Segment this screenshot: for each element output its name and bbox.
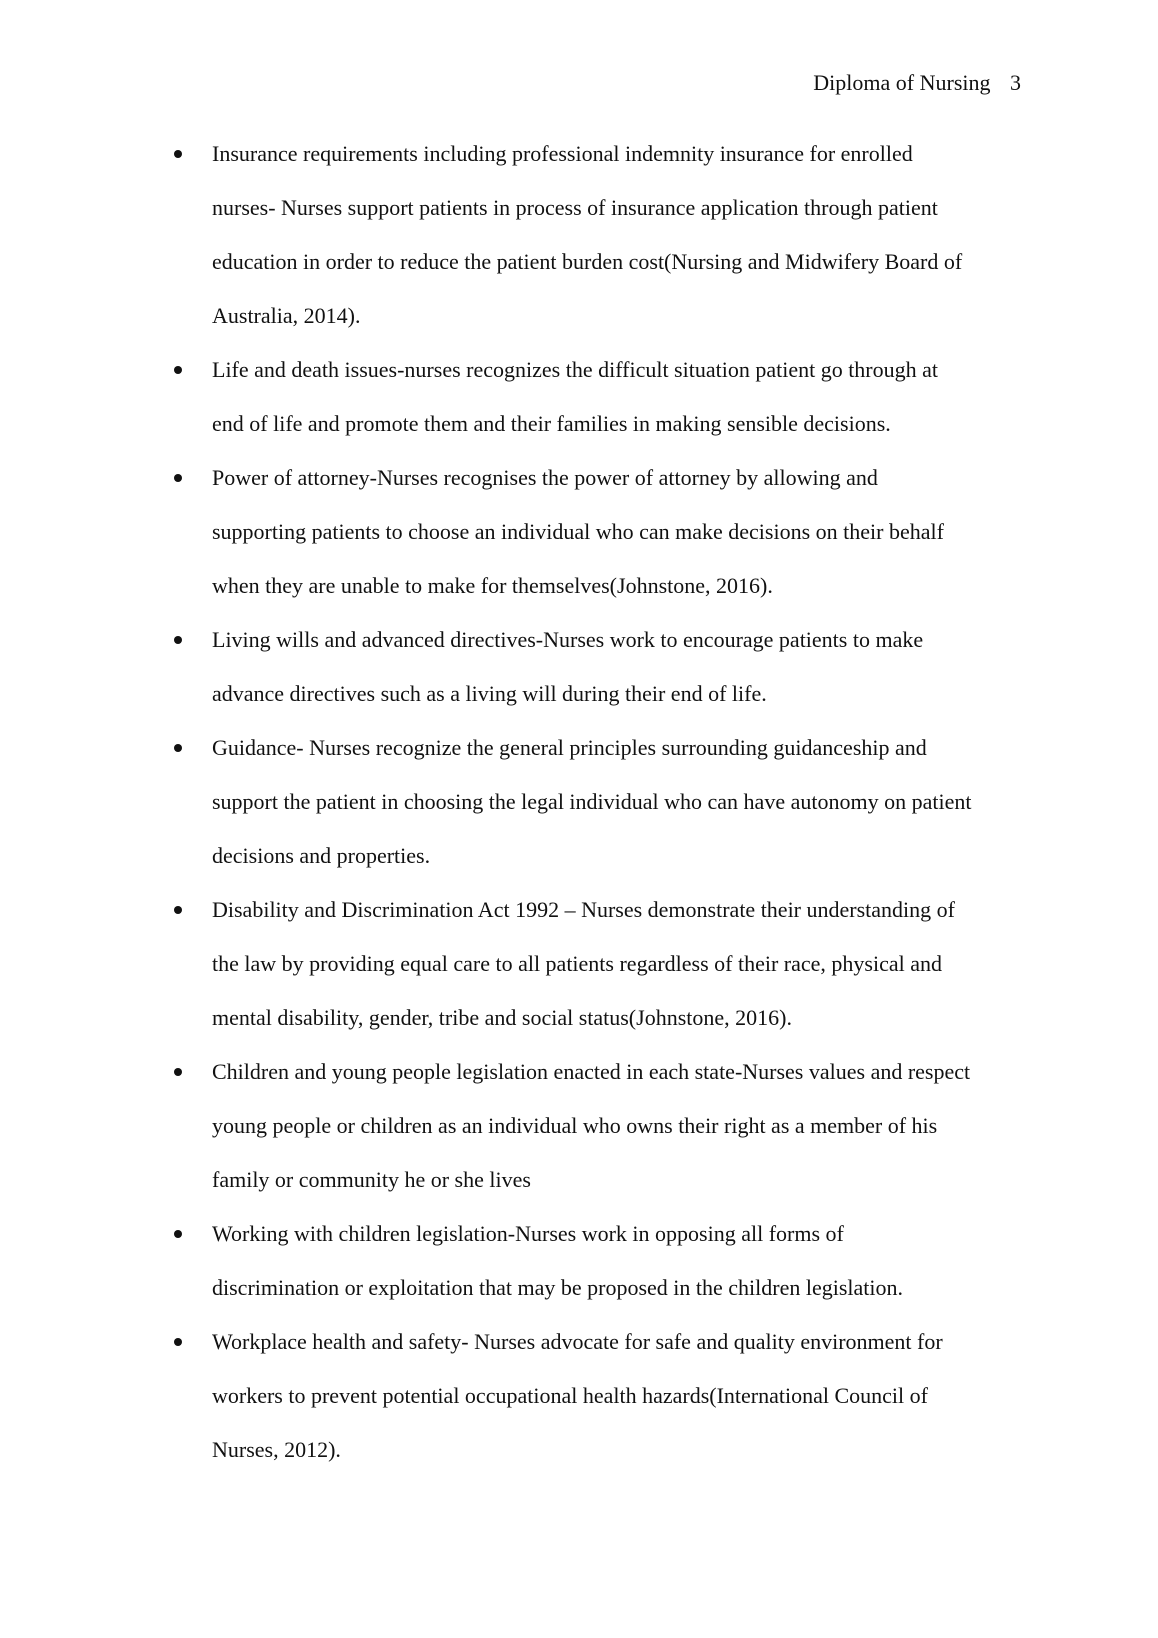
list-item-line: young people or children as an individual who owns their right as a member of his — [212, 1113, 938, 1138]
bullet-icon — [174, 366, 182, 374]
bullet-icon — [174, 744, 182, 752]
list-item-line: discrimination or exploitation that may be proposed in the children legislation. — [212, 1275, 904, 1300]
bullet-icon — [174, 906, 182, 914]
list-item-line: Power of attorney-Nurses recognises the power of attorney by allowing and — [212, 465, 878, 490]
running-head-title: Diploma of Nursing — [813, 70, 991, 95]
list-item — [168, 883, 1028, 1045]
list-item-line: family or community he or she lives — [212, 1167, 531, 1192]
list-item-line: Australia, 2014). — [212, 303, 361, 328]
bullet-icon — [174, 636, 182, 644]
bullet-icon — [174, 474, 182, 482]
list-item — [168, 1207, 1028, 1315]
list-item-line: Nurses, 2012). — [212, 1437, 341, 1462]
list-item-line: end of life and promote them and their families in making sensible decisions. — [212, 411, 891, 436]
list-item-line: Disability and Discrimination Act 1992 – Nurses demonstrate their understanding of — [212, 897, 955, 922]
list-item-line: Living wills and advanced directives-Nurses work to encourage patients to make — [212, 627, 924, 652]
bullet-icon — [174, 1230, 182, 1238]
bullet-icon — [174, 1068, 182, 1076]
list-item-line: the law by providing equal care to all patients regardless of their race, physical and — [212, 951, 943, 976]
list-item-line: decisions and properties. — [212, 843, 431, 868]
list-item-line: Insurance requirements including professional indemnity insurance for enrolled — [212, 141, 913, 166]
list-item-line: education in order to reduce the patient burden cost(Nursing and Midwifery Board of — [212, 249, 963, 274]
bullet-icon — [174, 150, 182, 158]
list-item-line: Life and death issues-nurses recognizes the difficult situation patient go through at — [212, 357, 939, 382]
list-item — [168, 721, 1028, 883]
list-item-line: mental disability, gender, tribe and social status(Johnstone, 2016). — [212, 1005, 792, 1030]
list-item — [168, 127, 1028, 343]
list-item-line: support the patient in choosing the legal individual who can have autonomy on patient — [212, 789, 972, 814]
list-item — [168, 451, 1028, 613]
bullet-list — [168, 127, 1028, 1477]
bullet-icon — [174, 1338, 182, 1346]
list-item-line: supporting patients to choose an individual who can make decisions on their behalf — [212, 519, 944, 544]
list-item — [168, 1315, 1028, 1477]
list-item-line: Guidance- Nurses recognize the general principles surrounding guidanceship and — [212, 735, 927, 760]
list-item-line: Children and young people legislation enacted in each state-Nurses values and respect — [212, 1059, 971, 1084]
list-item — [168, 1045, 1028, 1207]
list-item-line: nurses- Nurses support patients in process of insurance application through patient — [212, 195, 938, 220]
list-item — [168, 613, 1028, 721]
list-item-line: Working with children legislation-Nurses work in opposing all forms of — [212, 1221, 844, 1246]
running-head — [813, 68, 1021, 98]
list-item-line: Workplace health and safety- Nurses advocate for safe and quality environment for — [212, 1329, 943, 1354]
list-item-line: advance directives such as a living will during their end of life. — [212, 681, 767, 706]
list-item — [168, 343, 1028, 451]
list-item-line: workers to prevent potential occupational health hazards(International Council of — [212, 1383, 928, 1408]
page-number: 3 — [1010, 70, 1021, 95]
list-item-line: when they are unable to make for themselves(Johnstone, 2016). — [212, 573, 773, 598]
